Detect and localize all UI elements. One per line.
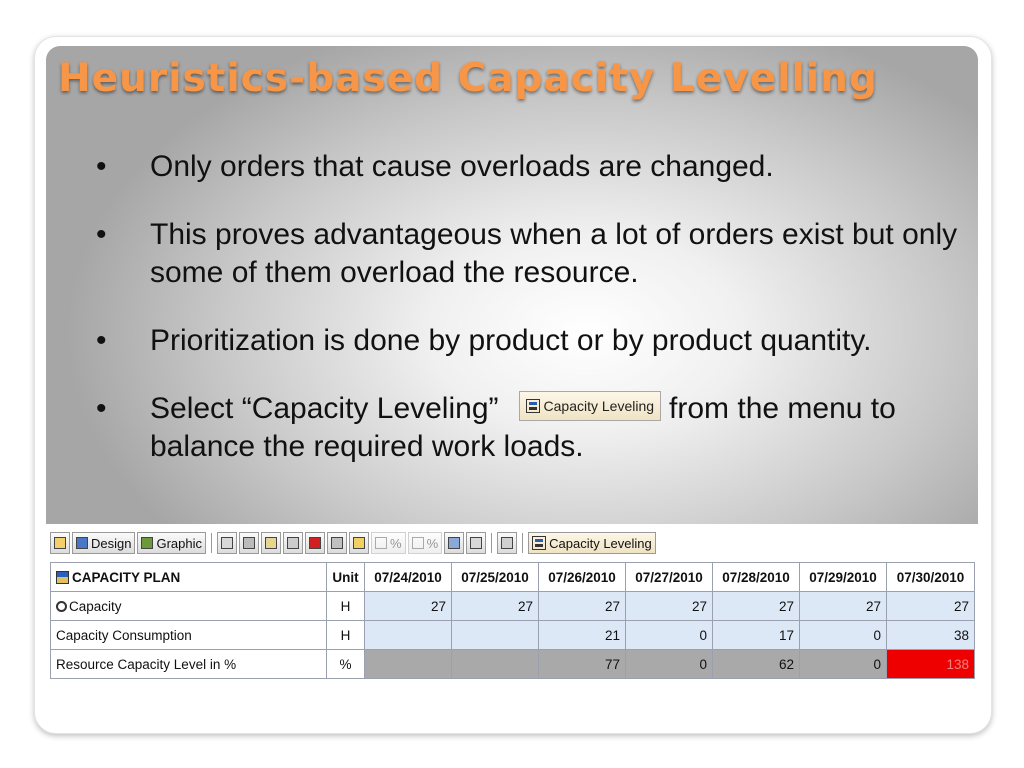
hierarchy-button[interactable] [217,532,237,554]
toolbar-separator [491,533,492,553]
column-header: 07/29/2010 [800,563,887,592]
calculator-button[interactable] [239,532,259,554]
search-button[interactable] [444,532,464,554]
layout-button[interactable] [497,532,517,554]
bullet-text: Prioritization is done by product or by product quantity. [150,324,872,357]
calculator-icon [243,537,255,549]
hierarchy-icon [221,537,233,549]
document-icon [375,537,387,549]
row-label: Resource Capacity Level in % [51,650,327,679]
value-cell[interactable]: 27 [452,592,539,621]
table-header-row [51,563,975,592]
percent-button-1[interactable] [371,532,406,554]
value-cell[interactable]: 27 [713,592,800,621]
bullet-text: from the menu to balance the required work loads. [150,392,896,463]
value-cell[interactable]: 0 [800,621,887,650]
settings-icon [331,537,343,549]
copy-button[interactable] [261,532,281,554]
clipboard-icon [412,537,424,549]
expand-magnifier-icon[interactable] [56,601,67,612]
column-header: Unit [327,563,365,592]
column-header: CAPACITY PLAN [51,563,327,592]
column-header: 07/30/2010 [887,563,975,592]
bullet-item [96,148,976,186]
value-cell[interactable]: 27 [887,592,975,621]
folder-icon [54,537,66,549]
overload-value-cell[interactable]: 138 [887,650,975,679]
value-cell[interactable] [365,621,452,650]
graphic-icon [141,537,153,549]
unit-cell: % [327,650,365,679]
toolbar-separator [522,533,523,553]
value-cell[interactable]: 62 [713,650,800,679]
export-button[interactable] [466,532,486,554]
capacity-leveling-button[interactable] [528,532,656,554]
value-cell[interactable]: 21 [539,621,626,650]
table-row [51,592,975,621]
table-row [51,650,975,679]
column-header: 07/24/2010 [365,563,452,592]
layout-icon [501,537,513,549]
bullet-text: Select “Capacity Leveling” [150,392,499,425]
value-cell[interactable]: 38 [887,621,975,650]
value-cell[interactable] [365,650,452,679]
column-header: 07/28/2010 [713,563,800,592]
copy-icon [265,537,277,549]
unit-cell: H [327,592,365,621]
graphic-label: Graphic [156,535,202,551]
value-cell[interactable]: 27 [365,592,452,621]
bullet-item [96,390,976,466]
capacity-leveling-toolbar-label: Capacity Leveling [549,535,652,551]
bullet-item [96,322,976,360]
value-cell[interactable]: 77 [539,650,626,679]
toolbar [50,530,656,556]
slide-title: Heuristics-based Capacity Levelling [58,56,878,101]
capacity-leveling-label: Capacity Leveling [543,398,655,415]
value-cell[interactable]: 0 [626,621,713,650]
column-header: 07/25/2010 [452,563,539,592]
table-row [51,621,975,650]
row-label: Capacity Consumption [51,621,327,650]
settings-button[interactable] [327,532,347,554]
percent-label-2: % [426,535,439,551]
toolbar-separator [211,533,212,553]
bullet-text: Only orders that cause overloads are changed. [150,150,774,183]
capacity-leveling-button-image [519,391,662,421]
alert-button[interactable] [305,532,325,554]
design-button[interactable] [72,532,135,554]
filter-button[interactable] [283,532,303,554]
percent-label-1: % [390,535,402,551]
unit-cell: H [327,621,365,650]
pencil-icon [353,537,365,549]
percent-button-2[interactable] [408,532,443,554]
value-cell[interactable]: 27 [539,592,626,621]
bullet-list [96,148,976,496]
row-label[interactable]: Capacity [51,592,327,621]
filter-icon [287,537,299,549]
column-header: 07/26/2010 [539,563,626,592]
value-cell[interactable]: 0 [626,650,713,679]
bullet-marker: • [96,392,107,425]
bullet-text: This proves advantageous when a lot of orders exist but only some of them overload the resource. [150,218,958,289]
value-cell[interactable]: 27 [626,592,713,621]
capacity-leveling-icon [532,536,546,550]
value-cell[interactable] [452,621,539,650]
value-cell[interactable]: 17 [713,621,800,650]
value-cell[interactable]: 0 [800,650,887,679]
alert-icon [309,537,321,549]
value-cell[interactable]: 27 [800,592,887,621]
bullet-marker: • [96,150,107,183]
export-icon [470,537,482,549]
open-folder-button[interactable] [50,532,70,554]
search-icon [448,537,460,549]
bullet-marker: • [96,218,107,251]
capacity-leveling-icon [526,399,540,413]
capacity-plan-table [50,562,975,679]
edit-button[interactable] [349,532,369,554]
capacity-plan-window [46,528,978,690]
column-header: 07/27/2010 [626,563,713,592]
bullet-marker: • [96,324,107,357]
capacity-plan-icon [56,571,69,584]
bullet-item [96,216,976,292]
graphic-button[interactable] [137,532,206,554]
design-label: Design [91,535,132,551]
value-cell[interactable] [452,650,539,679]
design-icon [76,537,88,549]
